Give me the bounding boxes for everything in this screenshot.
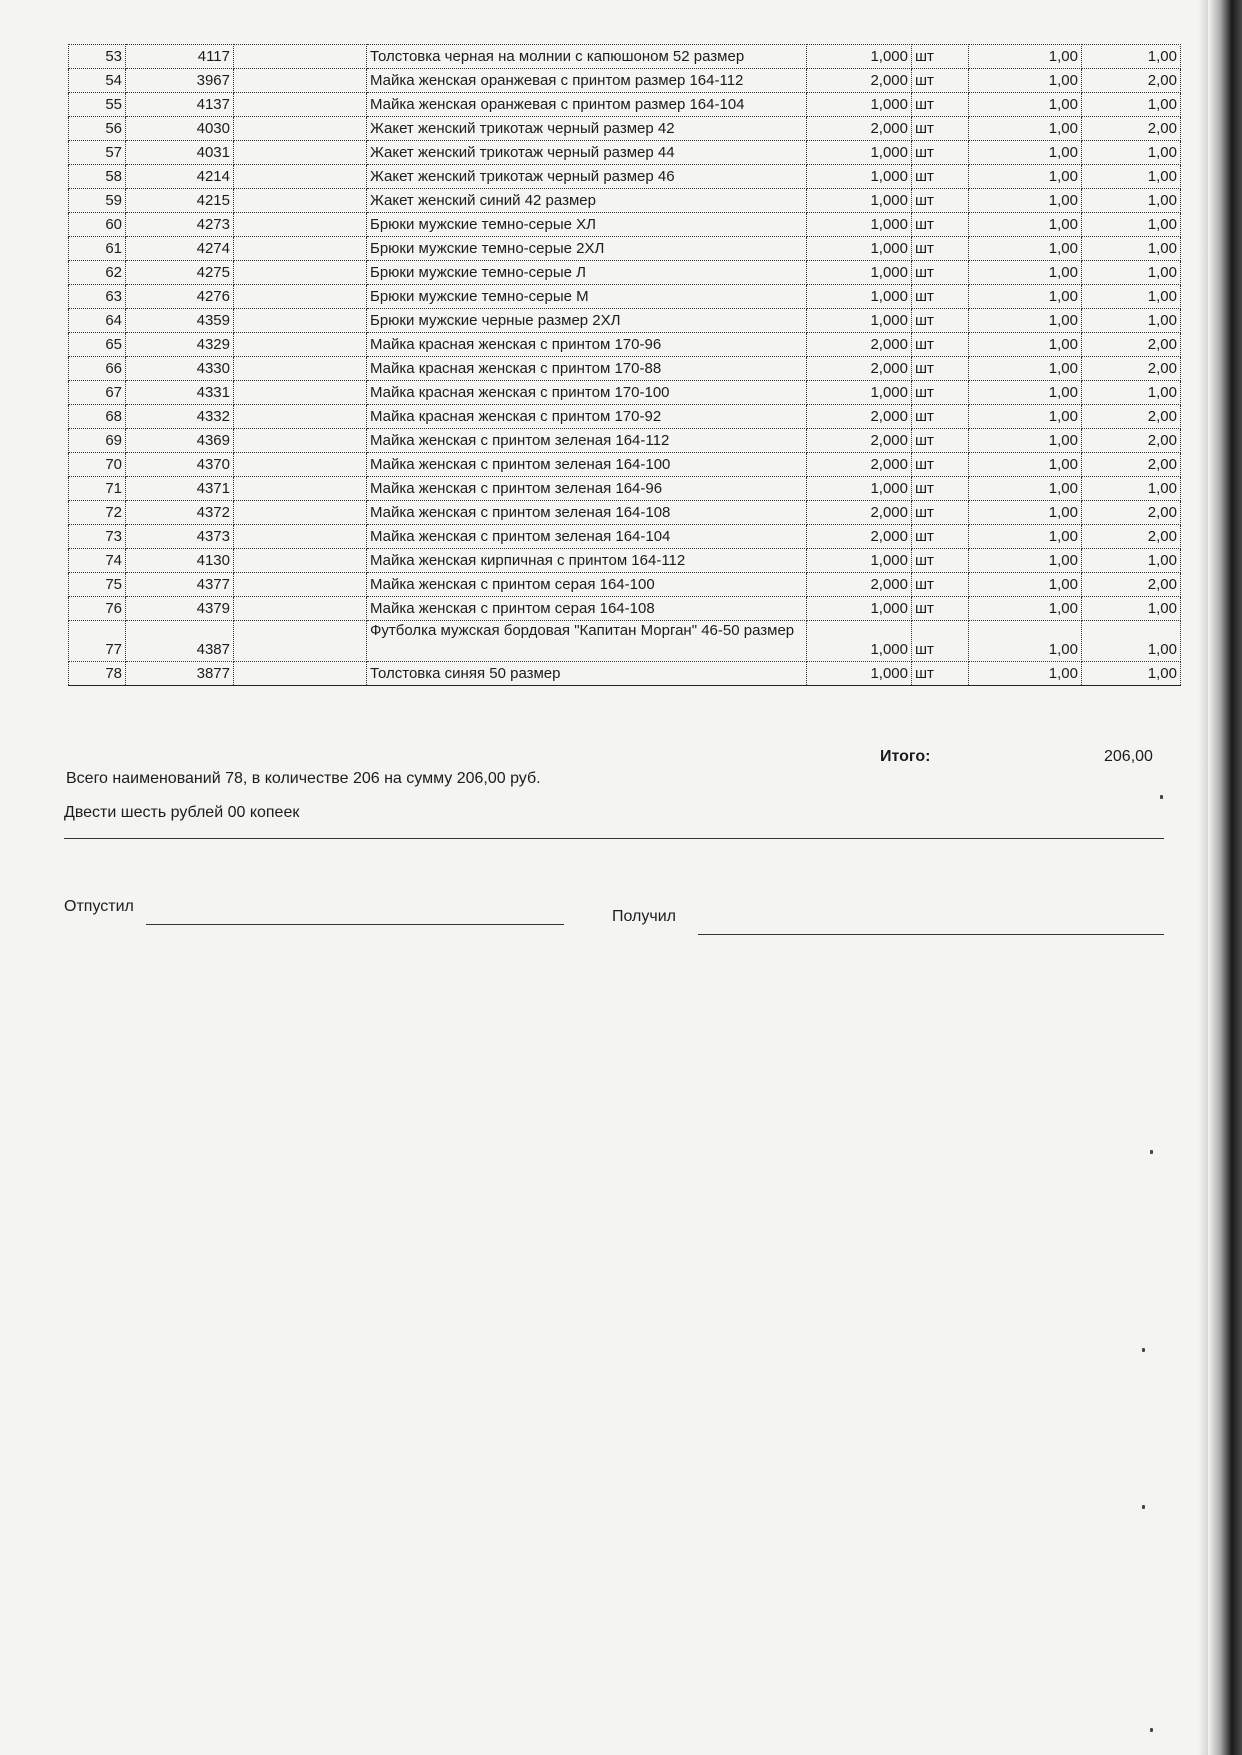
item-price: 1,00: [969, 309, 1082, 333]
item-code: 4371: [126, 477, 234, 501]
item-code: 4372: [126, 501, 234, 525]
item-unit: шт: [912, 597, 969, 621]
divider-line: [64, 838, 1164, 839]
item-sum: 2,00: [1082, 405, 1181, 429]
item-unit: шт: [912, 405, 969, 429]
item-sum: 1,00: [1082, 93, 1181, 117]
item-quantity: 2,000: [807, 117, 912, 141]
item-price: 1,00: [969, 285, 1082, 309]
row-number: 57: [69, 141, 126, 165]
empty-cell: [234, 333, 367, 357]
item-unit: шт: [912, 93, 969, 117]
item-sum: 1,00: [1082, 662, 1181, 686]
empty-cell: [234, 213, 367, 237]
item-unit: шт: [912, 525, 969, 549]
received-label: Получил: [612, 908, 676, 925]
item-unit: шт: [912, 189, 969, 213]
item-quantity: 1,000: [807, 621, 912, 662]
summary-line: Всего наименований 78, в количестве 206 на сумму 206,00 руб.: [66, 770, 541, 787]
row-number: 60: [69, 213, 126, 237]
scan-edge: [1208, 0, 1242, 1755]
table-row: [69, 333, 1181, 357]
row-number: 59: [69, 189, 126, 213]
item-name: Майка женская с принтом серая 164-100: [367, 573, 807, 597]
item-name: Толстовка синяя 50 размер: [367, 662, 807, 686]
empty-cell: [234, 357, 367, 381]
empty-cell: [234, 309, 367, 333]
item-price: 1,00: [969, 525, 1082, 549]
item-sum: 1,00: [1082, 309, 1181, 333]
item-sum: 1,00: [1082, 165, 1181, 189]
empty-cell: [234, 597, 367, 621]
row-number: 73: [69, 525, 126, 549]
table-row: [69, 525, 1181, 549]
item-price: 1,00: [969, 662, 1082, 686]
item-name: Майка женская оранжевая с принтом размер 164-112: [367, 69, 807, 93]
item-price: 1,00: [969, 621, 1082, 662]
table-row: [69, 501, 1181, 525]
item-name: Майка женская с принтом серая 164-108: [367, 597, 807, 621]
item-name: Майка красная женская с принтом 170-100: [367, 381, 807, 405]
item-name: Майка женская с принтом зеленая 164-96: [367, 477, 807, 501]
item-unit: шт: [912, 141, 969, 165]
item-unit: шт: [912, 261, 969, 285]
table-row: [69, 189, 1181, 213]
item-quantity: 2,000: [807, 573, 912, 597]
item-price: 1,00: [969, 429, 1082, 453]
item-name: Майка женская с принтом зеленая 164-104: [367, 525, 807, 549]
empty-cell: [234, 405, 367, 429]
item-unit: шт: [912, 45, 969, 69]
item-price: 1,00: [969, 141, 1082, 165]
item-code: 4274: [126, 237, 234, 261]
item-quantity: 2,000: [807, 525, 912, 549]
item-name: Брюки мужские черные размер 2ХЛ: [367, 309, 807, 333]
row-number: 76: [69, 597, 126, 621]
item-unit: шт: [912, 501, 969, 525]
item-quantity: 2,000: [807, 453, 912, 477]
item-name: Майка красная женская с принтом 170-88: [367, 357, 807, 381]
total-value: 206,00: [1104, 748, 1153, 765]
released-signature-line: [146, 924, 564, 925]
amount-in-words: Двести шесть рублей 00 копеек: [64, 804, 300, 821]
table-row: [69, 45, 1181, 69]
empty-cell: [234, 621, 367, 662]
item-name: Жакет женский трикотаж черный размер 46: [367, 165, 807, 189]
item-unit: шт: [912, 621, 969, 662]
item-price: 1,00: [969, 189, 1082, 213]
item-quantity: 1,000: [807, 165, 912, 189]
table-row: [69, 453, 1181, 477]
item-quantity: 2,000: [807, 429, 912, 453]
table-row: [69, 117, 1181, 141]
item-code: 4387: [126, 621, 234, 662]
item-name: Майка женская с принтом зеленая 164-100: [367, 453, 807, 477]
empty-cell: [234, 453, 367, 477]
item-sum: 1,00: [1082, 621, 1181, 662]
table-row: [69, 93, 1181, 117]
item-code: 4214: [126, 165, 234, 189]
item-price: 1,00: [969, 237, 1082, 261]
received-signature-line: [698, 934, 1164, 935]
table-row: [69, 381, 1181, 405]
scan-speck: [1150, 1728, 1153, 1732]
scan-speck: [1160, 795, 1163, 799]
item-unit: шт: [912, 285, 969, 309]
items-table-wrapper: [68, 44, 1180, 686]
item-sum: 1,00: [1082, 189, 1181, 213]
item-sum: 1,00: [1082, 237, 1181, 261]
table-row: [69, 662, 1181, 686]
table-row: [69, 405, 1181, 429]
item-code: 3967: [126, 69, 234, 93]
item-sum: 1,00: [1082, 381, 1181, 405]
row-number: 62: [69, 261, 126, 285]
row-number: 64: [69, 309, 126, 333]
item-unit: шт: [912, 549, 969, 573]
item-code: 4276: [126, 285, 234, 309]
item-sum: 1,00: [1082, 477, 1181, 501]
item-price: 1,00: [969, 477, 1082, 501]
empty-cell: [234, 662, 367, 686]
row-number: 67: [69, 381, 126, 405]
item-code: 4379: [126, 597, 234, 621]
item-price: 1,00: [969, 69, 1082, 93]
empty-cell: [234, 117, 367, 141]
table-row: [69, 549, 1181, 573]
table-row: [69, 357, 1181, 381]
item-quantity: 1,000: [807, 309, 912, 333]
item-unit: шт: [912, 357, 969, 381]
item-unit: шт: [912, 213, 969, 237]
row-number: 65: [69, 333, 126, 357]
item-sum: 2,00: [1082, 429, 1181, 453]
item-code: 4329: [126, 333, 234, 357]
item-code: 4330: [126, 357, 234, 381]
table-row: [69, 621, 1181, 662]
table-row: [69, 309, 1181, 333]
item-name: Брюки мужские темно-серые ХЛ: [367, 213, 807, 237]
row-number: 63: [69, 285, 126, 309]
item-code: 4369: [126, 429, 234, 453]
item-quantity: 2,000: [807, 357, 912, 381]
item-code: 4137: [126, 93, 234, 117]
item-quantity: 2,000: [807, 69, 912, 93]
item-sum: 2,00: [1082, 333, 1181, 357]
item-quantity: 1,000: [807, 477, 912, 501]
item-unit: шт: [912, 453, 969, 477]
item-code: 4031: [126, 141, 234, 165]
row-number: 70: [69, 453, 126, 477]
item-unit: шт: [912, 381, 969, 405]
row-number: 74: [69, 549, 126, 573]
item-unit: шт: [912, 69, 969, 93]
row-number: 75: [69, 573, 126, 597]
item-price: 1,00: [969, 501, 1082, 525]
empty-cell: [234, 573, 367, 597]
item-code: 3877: [126, 662, 234, 686]
empty-cell: [234, 93, 367, 117]
table-row: [69, 573, 1181, 597]
item-sum: 1,00: [1082, 549, 1181, 573]
item-sum: 2,00: [1082, 357, 1181, 381]
table-row: [69, 285, 1181, 309]
table-row: [69, 261, 1181, 285]
item-quantity: 1,000: [807, 261, 912, 285]
row-number: 56: [69, 117, 126, 141]
items-table: [68, 44, 1181, 686]
item-code: 4030: [126, 117, 234, 141]
item-quantity: 1,000: [807, 237, 912, 261]
item-unit: шт: [912, 309, 969, 333]
item-price: 1,00: [969, 117, 1082, 141]
item-unit: шт: [912, 662, 969, 686]
row-number: 71: [69, 477, 126, 501]
item-name: Майка красная женская с принтом 170-92: [367, 405, 807, 429]
item-sum: 1,00: [1082, 597, 1181, 621]
item-price: 1,00: [969, 45, 1082, 69]
item-unit: шт: [912, 573, 969, 597]
row-number: 58: [69, 165, 126, 189]
item-quantity: 1,000: [807, 189, 912, 213]
empty-cell: [234, 525, 367, 549]
item-quantity: 1,000: [807, 549, 912, 573]
item-name: Майка женская с принтом зеленая 164-108: [367, 501, 807, 525]
empty-cell: [234, 165, 367, 189]
item-name: Жакет женский трикотаж черный размер 42: [367, 117, 807, 141]
table-row: [69, 237, 1181, 261]
item-sum: 1,00: [1082, 261, 1181, 285]
row-number: 54: [69, 69, 126, 93]
table-row: [69, 69, 1181, 93]
row-number: 77: [69, 621, 126, 662]
item-name: Толстовка черная на молнии с капюшоном 52 размер: [367, 45, 807, 69]
item-sum: 2,00: [1082, 69, 1181, 93]
item-code: 4130: [126, 549, 234, 573]
item-price: 1,00: [969, 261, 1082, 285]
item-name: Майка женская с принтом зеленая 164-112: [367, 429, 807, 453]
item-quantity: 1,000: [807, 45, 912, 69]
row-number: 66: [69, 357, 126, 381]
table-row: [69, 141, 1181, 165]
item-name: Майка женская оранжевая с принтом размер 164-104: [367, 93, 807, 117]
item-quantity: 2,000: [807, 333, 912, 357]
item-name: Майка женская кирпичная с принтом 164-112: [367, 549, 807, 573]
item-sum: 1,00: [1082, 45, 1181, 69]
table-row: [69, 429, 1181, 453]
row-number: 55: [69, 93, 126, 117]
empty-cell: [234, 261, 367, 285]
row-number: 53: [69, 45, 126, 69]
empty-cell: [234, 285, 367, 309]
item-unit: шт: [912, 333, 969, 357]
item-code: 4373: [126, 525, 234, 549]
item-price: 1,00: [969, 597, 1082, 621]
item-quantity: 2,000: [807, 405, 912, 429]
row-number: 72: [69, 501, 126, 525]
item-unit: шт: [912, 117, 969, 141]
scan-speck: [1150, 1150, 1153, 1154]
reverse-side-bleed: [100, 700, 1140, 742]
empty-cell: [234, 381, 367, 405]
row-number: 78: [69, 662, 126, 686]
item-quantity: 2,000: [807, 501, 912, 525]
scan-speck: [1142, 1505, 1145, 1509]
item-quantity: 1,000: [807, 141, 912, 165]
empty-cell: [234, 501, 367, 525]
item-unit: шт: [912, 429, 969, 453]
item-sum: 2,00: [1082, 501, 1181, 525]
item-quantity: 1,000: [807, 93, 912, 117]
item-sum: 1,00: [1082, 285, 1181, 309]
item-code: 4275: [126, 261, 234, 285]
item-code: 4370: [126, 453, 234, 477]
released-label: Отпустил: [64, 898, 134, 915]
item-sum: 1,00: [1082, 141, 1181, 165]
table-row: [69, 597, 1181, 621]
item-quantity: 1,000: [807, 213, 912, 237]
item-quantity: 1,000: [807, 285, 912, 309]
total-label: Итого:: [880, 748, 931, 765]
scan-speck: [1142, 1348, 1145, 1352]
item-price: 1,00: [969, 333, 1082, 357]
item-quantity: 1,000: [807, 381, 912, 405]
item-unit: шт: [912, 237, 969, 261]
item-sum: 2,00: [1082, 573, 1181, 597]
empty-cell: [234, 69, 367, 93]
empty-cell: [234, 549, 367, 573]
item-name: Брюки мужские темно-серые 2ХЛ: [367, 237, 807, 261]
item-name: Брюки мужские темно-серые М: [367, 285, 807, 309]
scan-edge-shadow: [1198, 0, 1208, 1755]
item-code: 4332: [126, 405, 234, 429]
item-quantity: 1,000: [807, 662, 912, 686]
item-name: Футболка мужская бордовая "Капитан Морган" 46-50 размер: [367, 621, 807, 662]
item-code: 4377: [126, 573, 234, 597]
item-code: 4359: [126, 309, 234, 333]
item-code: 4215: [126, 189, 234, 213]
item-price: 1,00: [969, 381, 1082, 405]
items-table-body: [69, 45, 1181, 686]
item-code: 4273: [126, 213, 234, 237]
empty-cell: [234, 189, 367, 213]
item-price: 1,00: [969, 549, 1082, 573]
item-sum: 1,00: [1082, 213, 1181, 237]
item-unit: шт: [912, 477, 969, 501]
table-row: [69, 165, 1181, 189]
item-sum: 2,00: [1082, 525, 1181, 549]
item-code: 4331: [126, 381, 234, 405]
item-name: Жакет женский синий 42 размер: [367, 189, 807, 213]
table-row: [69, 477, 1181, 501]
item-name: Майка красная женская с принтом 170-96: [367, 333, 807, 357]
item-price: 1,00: [969, 165, 1082, 189]
table-row: [69, 213, 1181, 237]
item-name: Жакет женский трикотаж черный размер 44: [367, 141, 807, 165]
item-code: 4117: [126, 45, 234, 69]
item-price: 1,00: [969, 573, 1082, 597]
row-number: 69: [69, 429, 126, 453]
empty-cell: [234, 477, 367, 501]
item-sum: 2,00: [1082, 117, 1181, 141]
item-unit: шт: [912, 165, 969, 189]
item-sum: 2,00: [1082, 453, 1181, 477]
empty-cell: [234, 237, 367, 261]
item-price: 1,00: [969, 405, 1082, 429]
row-number: 61: [69, 237, 126, 261]
empty-cell: [234, 141, 367, 165]
empty-cell: [234, 429, 367, 453]
item-price: 1,00: [969, 213, 1082, 237]
row-number: 68: [69, 405, 126, 429]
empty-cell: [234, 45, 367, 69]
item-quantity: 1,000: [807, 597, 912, 621]
item-name: Брюки мужские темно-серые Л: [367, 261, 807, 285]
item-price: 1,00: [969, 453, 1082, 477]
item-price: 1,00: [969, 93, 1082, 117]
item-price: 1,00: [969, 357, 1082, 381]
